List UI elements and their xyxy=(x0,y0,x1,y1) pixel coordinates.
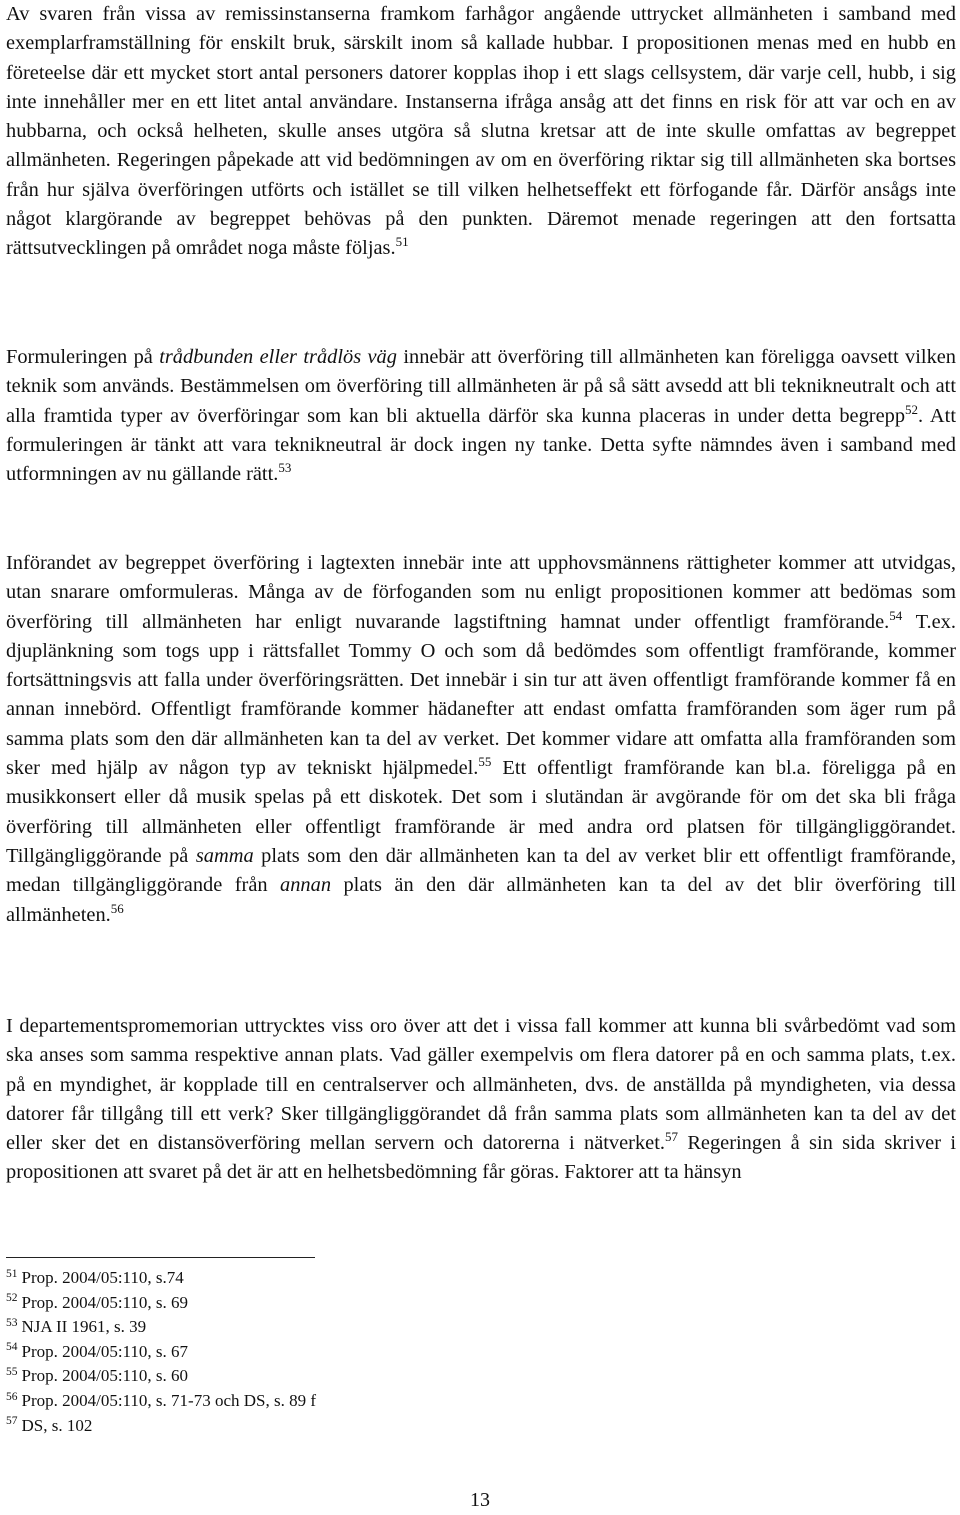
paragraph-1 xyxy=(6,0,956,264)
footnote-item xyxy=(6,1364,316,1389)
footnote-ref: 53 xyxy=(278,460,292,476)
footnote-text: Prop. 2004/05:110, s.74 xyxy=(21,1268,184,1287)
footnote-list xyxy=(6,1266,316,1438)
footnote-item xyxy=(6,1266,316,1291)
paragraph-text: Regeringen å sin sida skriver i propositionen att svaret på det är att en helhetsbedömning får göras. Faktorer att ta hänsyn xyxy=(6,1132,956,1184)
footnote-ref: 56 xyxy=(110,900,124,916)
footnote-number: 55 xyxy=(6,1366,18,1379)
footnote-text: Prop. 2004/05:110, s. 69 xyxy=(21,1292,189,1312)
footnote-separator xyxy=(6,1257,315,1258)
footnote-ref: 57 xyxy=(664,1129,678,1145)
footnote-ref: 51 xyxy=(395,234,409,250)
page-number: 13 xyxy=(470,1489,490,1511)
footnote-text: Prop. 2004/05:110, s. 60 xyxy=(21,1366,189,1386)
paragraph-text: T.ex. djuplänkning som togs upp i rättsfallet Tommy O och som då bedömdes som offentligt framförande, kommer fortsättningsvis att falla under överföringsrätten. Det innebär i sin tur att även offentligt framförande kommer få en annan innebörd. Offentligt framförande kommer hädanefter att endast omfatta framföranden som äger rum på samma plats som den där allmänheten kan ta del av verket. Det kommer vidare att omfatta alla framföranden som sker med hjälp av någon typ av tekniskt hjälpmedel. xyxy=(6,610,956,780)
paragraph-3 xyxy=(6,549,956,930)
footnote-text: Prop. 2004/05:110, s. 67 xyxy=(21,1341,189,1361)
footnote-ref: 55 xyxy=(478,754,492,770)
paragraph-2 xyxy=(6,343,956,489)
emphasis-text: annan xyxy=(280,874,332,897)
paragraph-text: . Att formuleringen är tänkt att vara teknikneutral är dock ingen ny tanke. Detta syfte nämndes även i samband med utformningen av nu gällande rätt. xyxy=(6,404,956,486)
footnote-ref: 52 xyxy=(905,401,919,417)
footnote-item xyxy=(6,1315,316,1340)
paragraph-text: Formuleringen på xyxy=(6,346,160,368)
paragraph-text: I departementspromemorian uttrycktes viss oro över att det i vissa fall kommer att kunna bli svårbedömt vad som ska anses som samma respektive annan plats. Vad gäller exempelvis om flera datorer på en och samma plats, t.ex. på en myndighet, är kopplade till en centralserver och allmänheten, dvs. de anställda på myndigheten, via dessa datorer får tillgång till ett verk? Sker tillgängliggörandet då från samma plats som allmänheten kan ta del av det eller sker det en distansöverföring mellan servern och datorerna i nätverket. xyxy=(6,1015,956,1155)
footnote-item xyxy=(6,1389,316,1414)
paragraph-text: plats än den där allmänheten kan ta del av det blir överföring till allmänheten. xyxy=(6,874,956,926)
paragraph-text: Ett offentligt framförande kan bl.a. föreligga på en musikkonsert eller då musik spelas på ett diskotek. Det som i slutändan är avgörande för om det ska bli fråga överföring till allmänheten eller offentligt framförande är med andra ord platsen för tillgängliggörandet. Tillgängliggörande på xyxy=(6,757,956,867)
footnote-number: 57 xyxy=(6,1415,18,1428)
emphasis-text: trådbunden eller trådlös väg xyxy=(159,346,397,368)
footnote-text: DS, s. 102 xyxy=(21,1415,93,1435)
paragraph-text: Av svaren från vissa av remissinstanserna framkom farhågor angående uttrycket allmänheten i samband med exemplarframställning för enskilt bruk, särskilt inom så kallade hubbar. I propositionen menas med en hubb en företeelse där ett mycket stort antal personers datorer kopplas ihop i ett slags cellsystem, där varje cell, hubb, i sig inte innehåller mer en ett litet antal användare. Instanserna ifråga ansåg att det finns en risk för att var och en av hubbarna, och också helheten, skulle anses utgöra så slutna kretsar att de inte skulle omfattas av begreppet allmänheten. Regeringen påpekade att vid bedömningen av om en överföring riktar sig till allmänheten ska bortses från hur själva överföringen utförts och istället se till vilken helhetseffekt ett förfogande får. Därför ansågs inte något klargörande av begreppet behövas på den punkten. Däremot menade regeringen att den fortsatta rättsutvecklingen på området noga måste följas. xyxy=(6,3,956,260)
footnote-item xyxy=(6,1291,316,1316)
footnote-item xyxy=(6,1414,316,1439)
paragraph-text: innebär att överföring till allmänheten kan föreligga oavsett vilken teknik som används. Bestämmelsen om överföring till allmänheten är på så sätt avsedd att bli teknikneutralt och att alla framtida typer av överföringar som kan bli aktuella därför ska kunna placeras in under detta begrepp xyxy=(6,346,957,427)
footnote-number: 52 xyxy=(6,1292,18,1305)
paragraph-text: Införandet av begreppet överföring i lagtexten innebär inte att upphovsmännens rättigheter kommer att utvidgas, utan snarare omformuleras. Många av de förfoganden som nu enligt propositionen kommer att bedömas som överföring till allmänheten har enligt nuvarande lagstiftning hamnat under offentligt framförande. xyxy=(6,552,956,633)
footnote-text: NJA II 1961, s. 39 xyxy=(21,1317,147,1337)
paragraph-text: plats som den där allmänheten kan ta del av verket blir ett offentligt framförande, medan tillgängliggörande från xyxy=(6,844,956,897)
footnote-ref: 54 xyxy=(889,607,903,623)
footnote-number: 51 xyxy=(6,1267,18,1280)
footnote-number: 53 xyxy=(6,1316,18,1329)
emphasis-text: samma xyxy=(195,844,254,867)
footnote-item xyxy=(6,1340,316,1365)
paragraph-4 xyxy=(6,1012,956,1188)
footnote-number: 54 xyxy=(6,1341,18,1354)
footnote-text: Prop. 2004/05:110, s. 71-73 och DS, s. 89 f xyxy=(21,1390,317,1410)
footnote-number: 56 xyxy=(6,1390,18,1403)
